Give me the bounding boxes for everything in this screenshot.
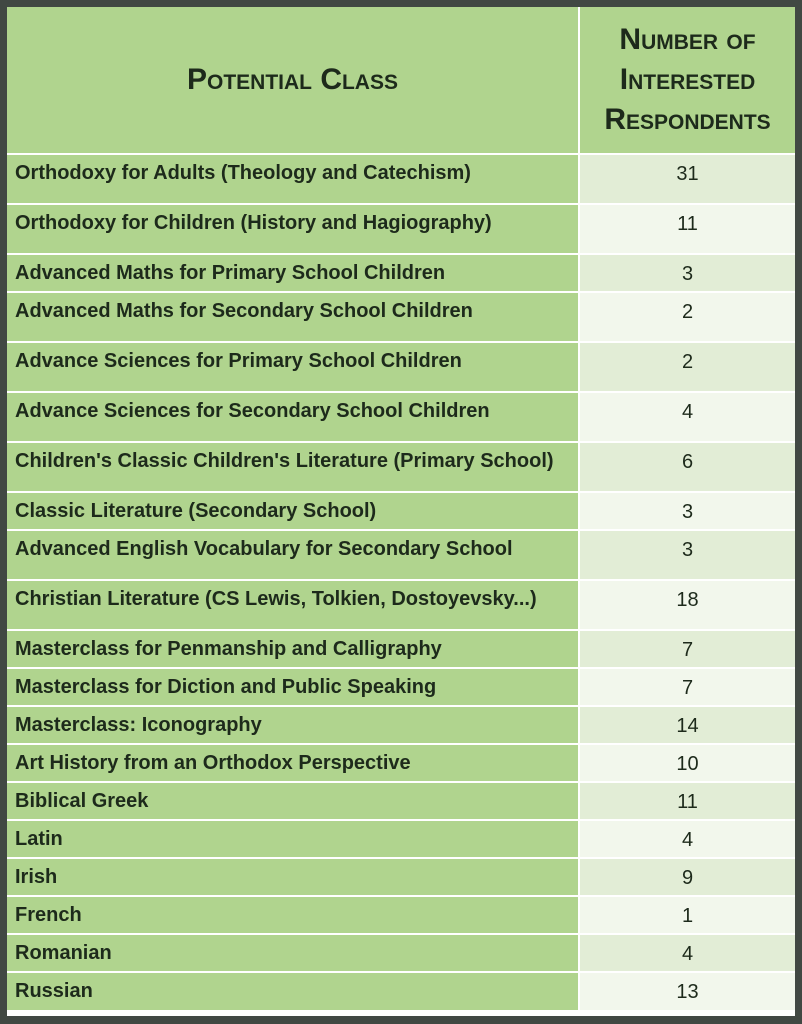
table-row: [7, 204, 795, 254]
table-row: [7, 934, 795, 972]
class-name: Romanian: [7, 934, 579, 972]
respondent-count: 11: [579, 204, 795, 254]
table-row: [7, 530, 795, 580]
class-name: Children's Classic Children's Literature (Primary School): [7, 442, 579, 492]
class-name: Advance Sciences for Primary School Children: [7, 342, 579, 392]
class-name: Art History from an Orthodox Perspective: [7, 744, 579, 782]
respondent-count: 18: [579, 580, 795, 630]
table-frame: [7, 7, 795, 1016]
classes-table: [7, 7, 795, 1012]
class-name: Advanced English Vocabulary for Secondary School: [7, 530, 579, 580]
respondent-count: 4: [579, 934, 795, 972]
class-name: Classic Literature (Secondary School): [7, 492, 579, 530]
table-row: [7, 392, 795, 442]
respondent-count: 13: [579, 972, 795, 1011]
class-name: Christian Literature (CS Lewis, Tolkien, Dostoyevsky...): [7, 580, 579, 630]
table-row: [7, 820, 795, 858]
respondent-count: 4: [579, 820, 795, 858]
class-name: Biblical Greek: [7, 782, 579, 820]
respondent-count: 6: [579, 442, 795, 492]
respondent-count: 11: [579, 782, 795, 820]
respondent-count: 31: [579, 154, 795, 204]
class-name: Orthodoxy for Adults (Theology and Catechism): [7, 154, 579, 204]
class-name: Masterclass: Iconography: [7, 706, 579, 744]
respondent-count: 3: [579, 530, 795, 580]
class-name: Irish: [7, 858, 579, 896]
class-name: Masterclass for Diction and Public Speaking: [7, 668, 579, 706]
table-row: [7, 706, 795, 744]
table-row: [7, 896, 795, 934]
class-name: Advance Sciences for Secondary School Children: [7, 392, 579, 442]
table-row: [7, 782, 795, 820]
respondent-count: 2: [579, 292, 795, 342]
table-row: [7, 668, 795, 706]
table-row: [7, 580, 795, 630]
table-header-row: [7, 7, 795, 154]
header-potential-class: Potential Class: [7, 7, 579, 154]
class-name: Latin: [7, 820, 579, 858]
header-line-3: Respondents: [604, 103, 771, 136]
class-name: Advanced Maths for Primary School Children: [7, 254, 579, 292]
class-name: Masterclass for Penmanship and Calligraphy: [7, 630, 579, 668]
respondent-count: 2: [579, 342, 795, 392]
class-name: Russian: [7, 972, 579, 1011]
table-row: [7, 442, 795, 492]
table-row: [7, 342, 795, 392]
table-row: [7, 744, 795, 782]
respondent-count: 3: [579, 254, 795, 292]
respondent-count: 14: [579, 706, 795, 744]
table-row: [7, 492, 795, 530]
respondent-count: 9: [579, 858, 795, 896]
respondent-count: 7: [579, 668, 795, 706]
table-row: [7, 630, 795, 668]
class-name: Advanced Maths for Secondary School Children: [7, 292, 579, 342]
header-number-of-respondents: [579, 7, 795, 154]
table-row: [7, 154, 795, 204]
respondent-count: 1: [579, 896, 795, 934]
table-row: [7, 292, 795, 342]
table-row: [7, 254, 795, 292]
header-line-2: Interested: [619, 63, 756, 96]
respondent-count: 10: [579, 744, 795, 782]
table-row: [7, 972, 795, 1011]
header-line-1: Number of: [619, 23, 756, 56]
class-name: French: [7, 896, 579, 934]
respondent-count: 4: [579, 392, 795, 442]
respondent-count: 7: [579, 630, 795, 668]
table-row: [7, 858, 795, 896]
respondent-count: 3: [579, 492, 795, 530]
class-name: Orthodoxy for Children (History and Hagiography): [7, 204, 579, 254]
